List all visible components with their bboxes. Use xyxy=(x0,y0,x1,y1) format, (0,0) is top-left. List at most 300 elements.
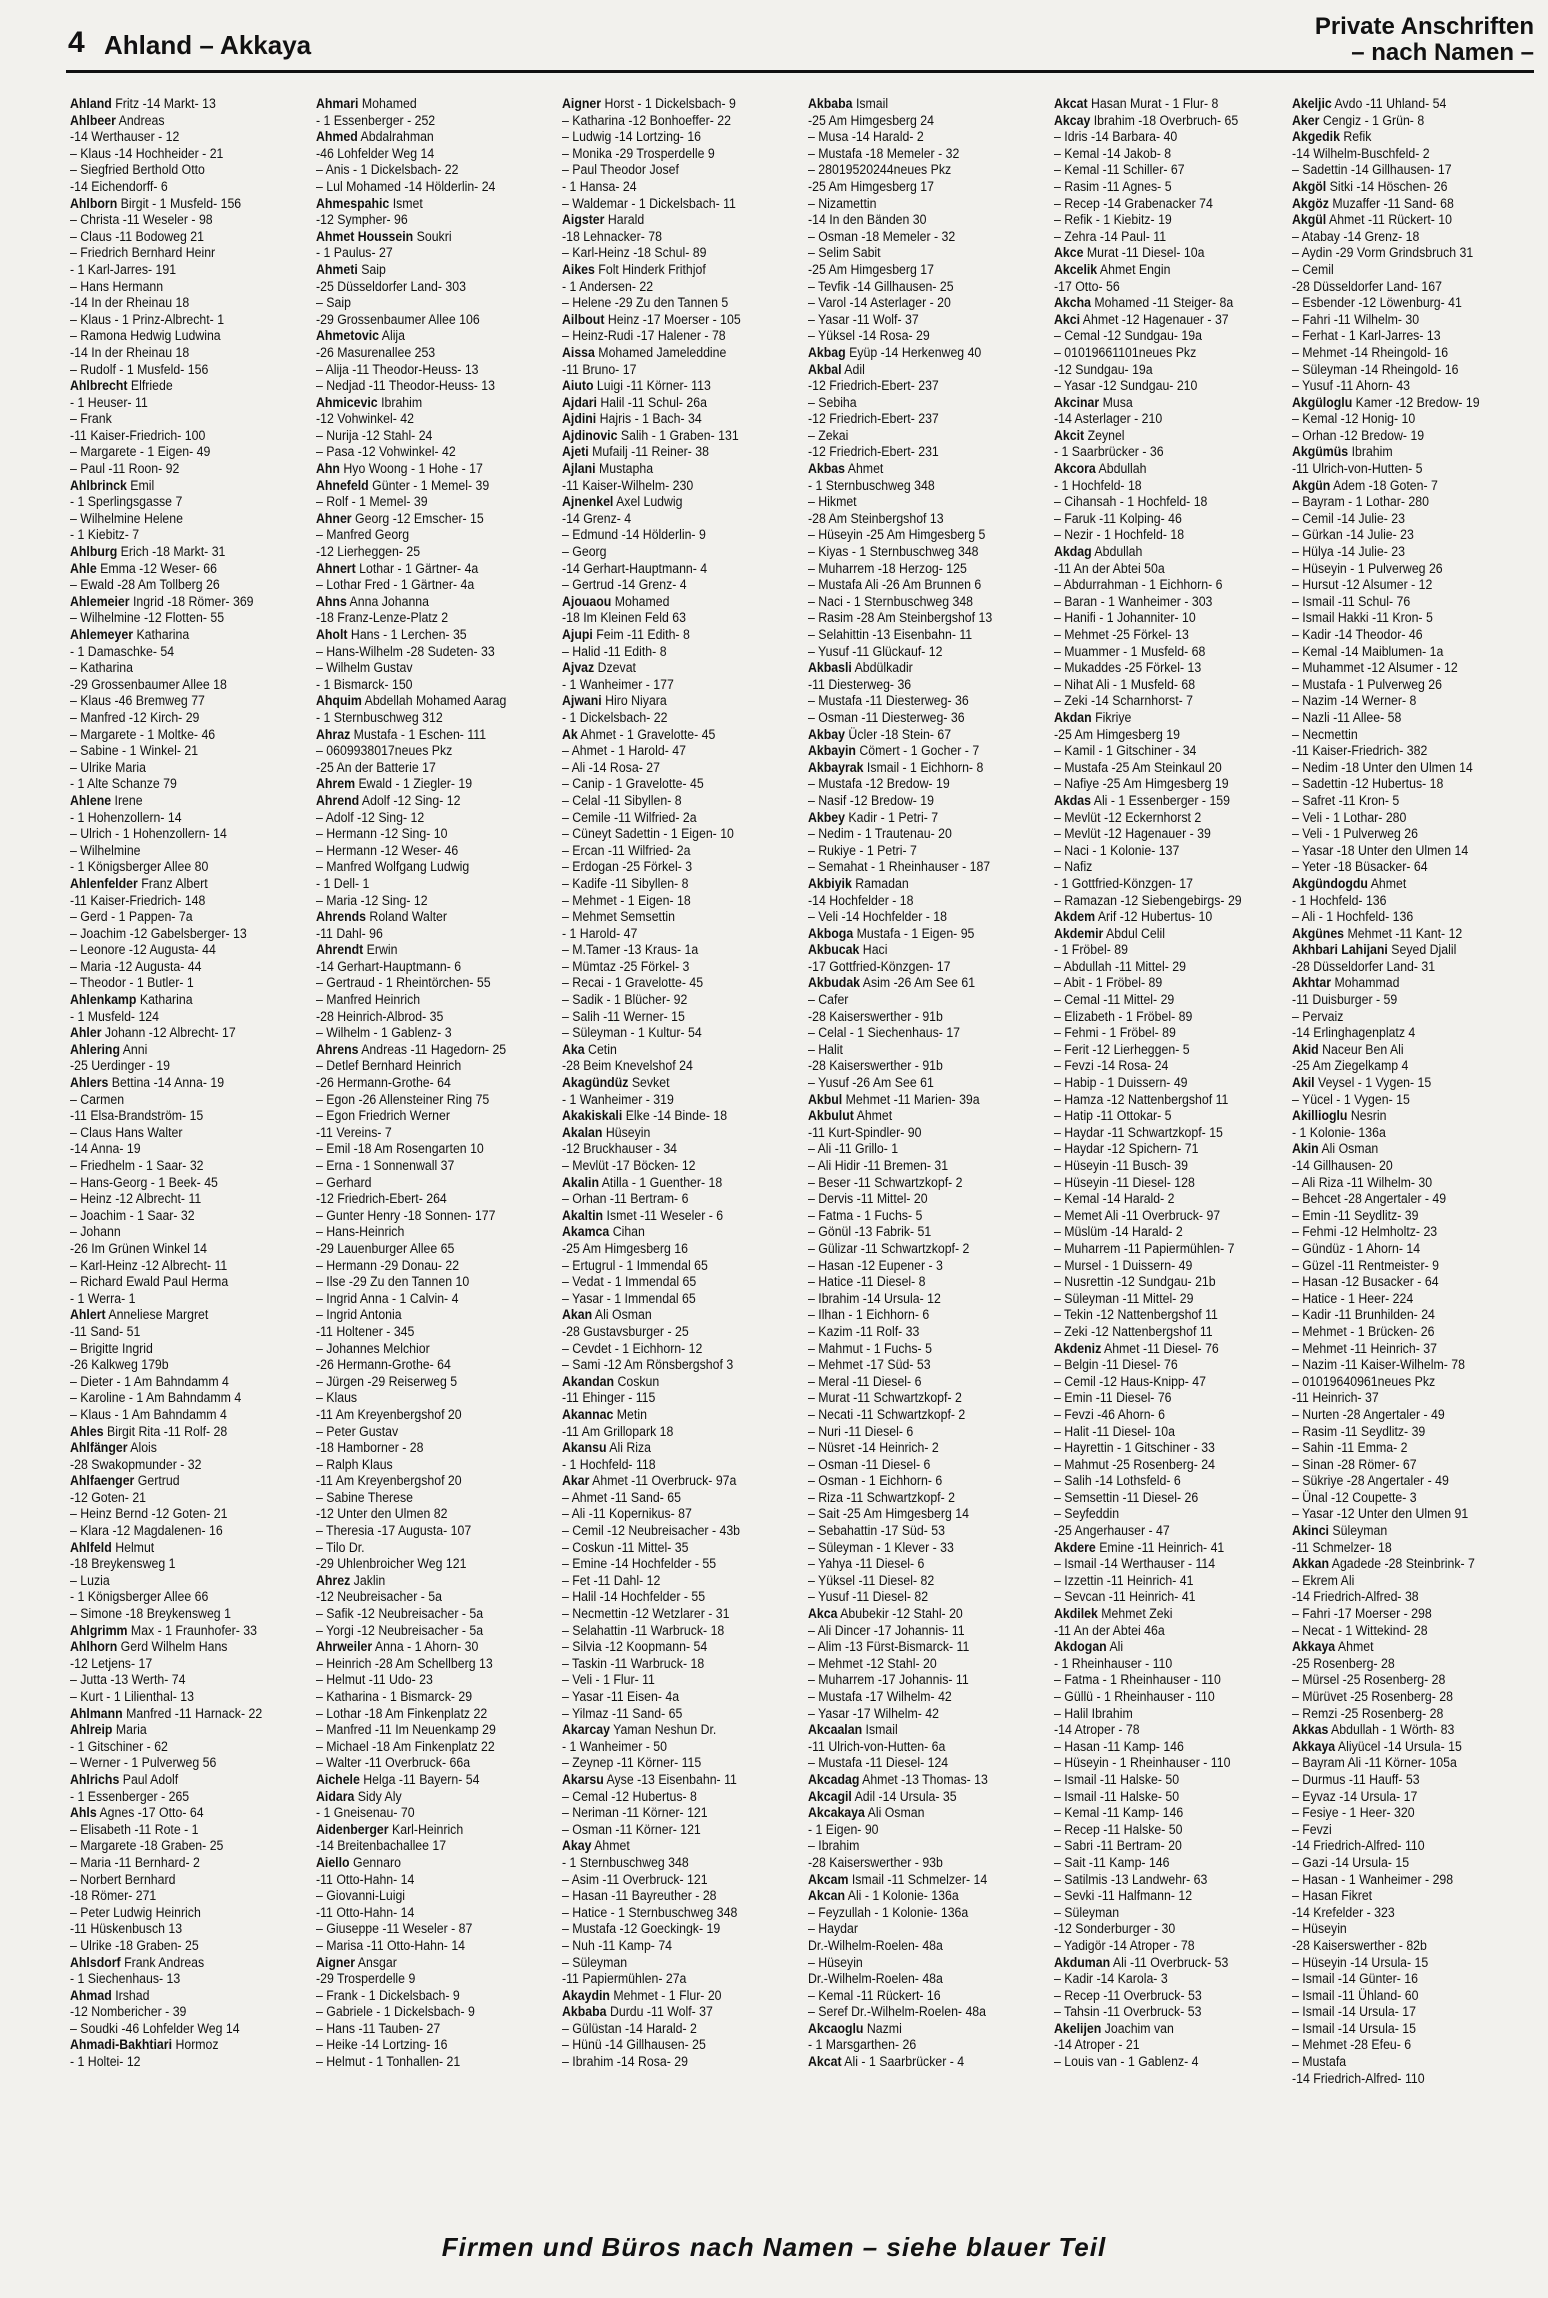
entry-text: - 1 Wanheimer - 319 xyxy=(562,1091,674,1107)
entry-text: – Hasan -11 Kamp- 146 xyxy=(1054,1738,1184,1754)
entry-text: – Süleyman xyxy=(1054,1904,1120,1920)
entry-text: Ibrahim xyxy=(381,394,423,410)
entry-text: -25 Am Himgesberg 17 xyxy=(808,261,934,277)
directory-entry xyxy=(808,544,1029,561)
entry-text: – Yusuf -11 Diesel- 82 xyxy=(808,1589,929,1605)
entry-text: – Salih -11 Werner- 15 xyxy=(562,1008,685,1024)
directory-entry xyxy=(1292,577,1513,594)
directory-entry xyxy=(808,909,1029,926)
page-number: 4 xyxy=(68,26,85,59)
directory-entry xyxy=(316,1075,537,1092)
entry-text: – Tahsin -11 Overbruck- 53 xyxy=(1054,2004,1202,2020)
entry-text: – Salih -14 Lothsfeld- 6 xyxy=(1054,1473,1181,1489)
entry-text: - 1 Essenberger - 252 xyxy=(316,112,436,128)
directory-entry xyxy=(1054,1772,1275,1789)
entry-text: -26 Hermann-Grothe- 64 xyxy=(316,1357,451,1373)
directory-entry xyxy=(562,262,783,279)
entry-text: -14 Atroper - 21 xyxy=(1054,2037,1140,2053)
directory-entry xyxy=(1054,1075,1275,1092)
entry-surname: Ahlfaenger xyxy=(70,1473,135,1489)
directory-entry xyxy=(1292,826,1513,843)
entry-text: – Ahmet -11 Sand- 65 xyxy=(562,1489,681,1505)
entry-text: – Hatice - 1 Sternbuschweg 348 xyxy=(562,1904,738,1920)
directory-entry xyxy=(562,1822,783,1839)
entry-surname: Akansu xyxy=(562,1440,607,1456)
directory-entry xyxy=(562,1805,783,1822)
directory-entry xyxy=(1292,793,1513,810)
entry-text: – Muhammet -12 Alsumer - 12 xyxy=(1292,660,1458,676)
entry-surname: Akdeniz xyxy=(1054,1340,1102,1356)
directory-entry xyxy=(70,1523,291,1540)
directory-entry xyxy=(316,727,537,744)
directory-entry xyxy=(316,776,537,793)
entry-text: – Manfred Wolfgang Ludwig xyxy=(316,859,470,875)
directory-columns xyxy=(70,96,1546,2216)
directory-entry xyxy=(1292,1606,1513,1623)
directory-entry xyxy=(1292,129,1513,146)
entry-text: – Heinz-Rudi -17 Halener - 78 xyxy=(562,328,726,344)
entry-text: – Kemal -14 Maiblumen- 1a xyxy=(1292,643,1444,659)
entry-text: – Nazim -11 Kaiser-Wilhelm- 78 xyxy=(1292,1357,1465,1373)
entry-text: -12 Sundgau- 19a xyxy=(1054,361,1153,377)
entry-text: -28 Düsseldorfer Land- 167 xyxy=(1292,278,1442,294)
entry-text: – Sait -11 Kamp- 146 xyxy=(1054,1854,1170,1870)
directory-entry xyxy=(808,1789,1029,1806)
entry-text: Refik xyxy=(1343,129,1372,145)
directory-entry xyxy=(1292,1838,1513,1855)
entry-text: Ahmet Engin xyxy=(1099,261,1171,277)
entry-surname: Akbul xyxy=(808,1091,843,1107)
directory-entry xyxy=(1292,677,1513,694)
directory-entry xyxy=(808,345,1029,362)
directory-entry xyxy=(562,1274,783,1291)
entry-text: – Manfred Heinrich xyxy=(316,992,421,1008)
directory-entry xyxy=(562,179,783,196)
directory-entry xyxy=(1292,444,1513,461)
entry-text: - 1 Bismarck- 150 xyxy=(316,676,413,692)
entry-surname: Akcan xyxy=(808,1888,845,1904)
entry-text: Hiro Niyara xyxy=(605,693,667,709)
directory-entry xyxy=(1292,1523,1513,1540)
directory-entry xyxy=(1054,1739,1275,1756)
entry-text: – Cihansah - 1 Hochfeld- 18 xyxy=(1054,494,1208,510)
entry-text: -14 Asterlager - 210 xyxy=(1054,411,1163,427)
entry-surname: Aikes xyxy=(562,261,595,277)
directory-entry xyxy=(562,1042,783,1059)
entry-text: Anni xyxy=(122,1041,148,1057)
directory-entry xyxy=(1292,1872,1513,1889)
entry-text: Ahmet - 1 Gravelotte- 45 xyxy=(580,726,716,742)
entry-text: -11 Ulrich-von-Hutten- 5 xyxy=(1292,461,1423,477)
directory-entry xyxy=(316,461,537,478)
directory-entry xyxy=(808,1772,1029,1789)
entry-text: – Gertrud -14 Grenz- 4 xyxy=(562,577,687,593)
entry-text: - 1 Hansa- 24 xyxy=(562,178,637,194)
entry-text: Erich -18 Markt- 31 xyxy=(120,544,226,560)
entry-text: – Süleyman - 1 Kultur- 54 xyxy=(562,1025,702,1041)
directory-entry xyxy=(316,743,537,760)
directory-entry xyxy=(1292,1324,1513,1341)
entry-text: Ali - 1 Essenberger - 159 xyxy=(1093,792,1231,808)
directory-entry xyxy=(70,610,291,627)
directory-entry xyxy=(316,1656,537,1673)
directory-entry xyxy=(1054,1573,1275,1590)
directory-entry xyxy=(316,1772,537,1789)
directory-entry xyxy=(1054,1888,1275,1905)
directory-entry xyxy=(1292,1490,1513,1507)
entry-surname: Akcora xyxy=(1054,461,1096,477)
directory-entry xyxy=(562,577,783,594)
entry-text: – Manfred -12 Kirch- 29 xyxy=(70,709,200,725)
entry-text: – Yasar -17 Wilhelm- 42 xyxy=(808,1705,940,1721)
directory-entry xyxy=(1292,1158,1513,1175)
entry-surname: Aker xyxy=(1292,112,1320,128)
entry-text: Naceur Ben Ali xyxy=(1322,1041,1404,1057)
entry-text: -25 Am Himgesberg 24 xyxy=(808,112,934,128)
entry-text: – Ismail -14 Ursula- 15 xyxy=(1292,2020,1416,2036)
section-title xyxy=(1315,14,1534,66)
entry-text: Mustafa - 1 Eigen- 95 xyxy=(856,925,975,941)
directory-entry xyxy=(1292,893,1513,910)
directory-entry xyxy=(70,1440,291,1457)
entry-text: – Süleyman -11 Mittel- 29 xyxy=(1054,1290,1194,1306)
directory-entry xyxy=(1292,1224,1513,1241)
directory-entry xyxy=(562,1921,783,1938)
entry-text: – Yücel - 1 Vygen- 15 xyxy=(1292,1091,1410,1107)
entry-text: – Halil Ibrahim xyxy=(1054,1705,1133,1721)
directory-entry xyxy=(562,362,783,379)
entry-text: – Neriman -11 Körner- 121 xyxy=(562,1805,708,1821)
entry-surname: Ajupi xyxy=(562,627,593,642)
directory-entry xyxy=(808,1971,1029,1988)
entry-text: – Anis - 1 Dickelsbach- 22 xyxy=(316,162,459,178)
directory-entry xyxy=(316,279,537,296)
directory-entry xyxy=(808,1955,1029,1972)
entry-text: – Jutta -13 Werth- 74 xyxy=(70,1672,186,1688)
entry-text: – Gunter Henry -18 Sonnen- 177 xyxy=(316,1207,496,1223)
entry-text: Seyed Djalil xyxy=(1391,942,1457,958)
directory-entry xyxy=(70,1955,291,1972)
entry-surname: Akdag xyxy=(1054,544,1092,560)
entry-text: Kamer -12 Bredow- 19 xyxy=(1355,394,1480,410)
entry-text: – Nüsret -14 Heinrich- 2 xyxy=(808,1440,939,1456)
entry-text: - 1 Essenberger - 265 xyxy=(70,1788,190,1804)
entry-text: Georg -12 Emscher- 15 xyxy=(355,510,484,526)
directory-entry xyxy=(808,975,1029,992)
entry-text: – Fevzi xyxy=(1292,1821,1332,1837)
entry-text: - 1 Marsgarthen- 26 xyxy=(808,2037,917,2053)
entry-text: – Ismail Hakki -11 Kron- 5 xyxy=(1292,610,1433,626)
directory-entry xyxy=(316,146,537,163)
directory-entry xyxy=(70,1241,291,1258)
entry-surname: Akgöz xyxy=(1292,195,1329,211)
entry-text: - 1 Kiebitz- 7 xyxy=(70,527,140,543)
entry-text: – Giovanni-Luigi xyxy=(316,1888,406,1904)
directory-entry xyxy=(562,776,783,793)
directory-entry xyxy=(1292,710,1513,727)
entry-text: – Fet -11 Dahl- 12 xyxy=(562,1572,661,1588)
entry-surname: Aigster xyxy=(562,212,605,228)
directory-entry xyxy=(316,1407,537,1424)
entry-text: -14 Gillhausen- 20 xyxy=(1292,1158,1393,1173)
directory-entry xyxy=(562,328,783,345)
entry-surname: Ahlene xyxy=(70,792,112,808)
entry-text: – Refik - 1 Kiebitz- 19 xyxy=(1054,212,1172,228)
directory-entry xyxy=(808,810,1029,827)
entry-text: Ismet -11 Weseler - 6 xyxy=(606,1207,724,1223)
directory-entry xyxy=(808,1506,1029,1523)
entry-surname: Ahmeti xyxy=(316,261,358,277)
entry-text: – Ahmet - 1 Harold- 47 xyxy=(562,743,686,759)
directory-entry xyxy=(808,1258,1029,1275)
directory-entry xyxy=(808,727,1029,744)
entry-surname: Akin xyxy=(1292,1141,1319,1157)
entry-text: - 1 Kolonie- 136a xyxy=(1292,1124,1386,1140)
directory-entry xyxy=(1054,660,1275,677)
entry-text: Hasan Murat - 1 Flur- 8 xyxy=(1091,96,1219,111)
directory-entry xyxy=(70,1125,291,1142)
entry-text: Ali -11 Overbruck- 53 xyxy=(1112,1954,1229,1970)
entry-surname: Ahlrichs xyxy=(70,1771,120,1787)
entry-text: – Hüseyin - 1 Rheinhauser - 110 xyxy=(1054,1755,1231,1771)
directory-entry xyxy=(70,1424,291,1441)
entry-text: -25 Uerdinger - 19 xyxy=(70,1058,170,1074)
entry-text: – Sabine - 1 Winkel- 21 xyxy=(70,743,199,759)
entry-text: Mohamed Jameleddine xyxy=(598,344,727,360)
directory-entry xyxy=(1054,295,1275,312)
directory-entry xyxy=(808,1407,1029,1424)
entry-text: – Süleyman - 1 Klever - 33 xyxy=(808,1539,954,1555)
entry-text: -14 Gerhart-Hauptmann- 4 xyxy=(562,560,708,576)
entry-text: – Louis van - 1 Gablenz- 4 xyxy=(1054,2054,1199,2070)
directory-entry xyxy=(1292,1971,1513,1988)
entry-text: - 1 Fröbel- 89 xyxy=(1054,942,1128,958)
entry-text: – Hatip -11 Ottokar- 5 xyxy=(1054,1108,1172,1124)
entry-text: Cömert - 1 Gocher - 7 xyxy=(859,743,980,759)
directory-entry xyxy=(1292,113,1513,130)
entry-text: – Kurt - 1 Lilienthal- 13 xyxy=(70,1689,194,1704)
entry-text: - 1 Sternbuschweg 348 xyxy=(808,477,935,493)
directory-entry xyxy=(316,909,537,926)
directory-entry xyxy=(70,1672,291,1689)
directory-entry xyxy=(562,1175,783,1192)
entry-text: -25 Am Himgesberg 17 xyxy=(808,178,934,194)
entry-text: Ahmet -11 Overbruck- 97a xyxy=(592,1473,737,1489)
entry-text: - 1 Harold- 47 xyxy=(562,925,638,941)
directory-entry xyxy=(808,1540,1029,1557)
directory-entry xyxy=(70,1606,291,1623)
entry-surname: Ahlenkamp xyxy=(70,992,137,1008)
entry-text: – Helmut -11 Udo- 23 xyxy=(316,1672,433,1688)
directory-entry xyxy=(808,1838,1029,1855)
entry-text: Luigi -11 Körner- 113 xyxy=(596,378,711,394)
directory-entry xyxy=(1292,1805,1513,1822)
entry-text: Gerd Wilhelm Hans xyxy=(120,1639,228,1655)
entry-text: – Karl-Heinz -18 Schul- 89 xyxy=(562,245,707,261)
entry-text: – Necati -11 Schwartzkopf- 2 xyxy=(808,1406,966,1422)
directory-entry xyxy=(70,2021,291,2038)
entry-text: – Nedjad -11 Theodor-Heuss- 13 xyxy=(316,378,495,394)
directory-entry xyxy=(70,312,291,329)
directory-entry xyxy=(1054,743,1275,760)
entry-text: – Izzettin -11 Heinrich- 41 xyxy=(1054,1572,1194,1588)
entry-text: Axel Ludwig xyxy=(616,494,683,510)
entry-text: Sidy Aly xyxy=(357,1788,402,1804)
entry-surname: Ahrens xyxy=(316,1041,359,1057)
entry-text: Mustafa - 1 Eschen- 111 xyxy=(353,726,487,742)
entry-text: – Satilmis -13 Landwehr- 63 xyxy=(1054,1871,1208,1887)
entry-text: Muzaffer -11 Sand- 68 xyxy=(1332,195,1454,211)
entry-text: – Dieter - 1 Am Bahndamm 4 xyxy=(70,1373,229,1389)
entry-text: -12 Sonderburger - 30 xyxy=(1054,1921,1176,1937)
directory-entry xyxy=(808,660,1029,677)
directory-entry xyxy=(316,129,537,146)
entry-surname: Ahlburg xyxy=(70,544,118,560)
entry-text: – Karl-Heinz -12 Albrecht- 11 xyxy=(70,1257,228,1273)
entry-text: -11 Ehinger - 115 xyxy=(562,1390,656,1406)
directory-entry xyxy=(1054,461,1275,478)
entry-text: – Remzi -25 Rosenberg- 28 xyxy=(1292,1705,1444,1721)
directory-entry xyxy=(562,1473,783,1490)
directory-entry xyxy=(1292,428,1513,445)
directory-entry xyxy=(316,262,537,279)
entry-text: -11 Dahl- 96 xyxy=(316,925,383,941)
entry-text: Joachim van xyxy=(1104,2020,1174,2036)
directory-entry xyxy=(1292,1672,1513,1689)
directory-entry xyxy=(70,1009,291,1026)
directory-entry xyxy=(808,461,1029,478)
entry-text: - 1 Hochfeld- 18 xyxy=(1054,477,1142,493)
directory-entry xyxy=(70,1822,291,1839)
directory-entry xyxy=(808,328,1029,345)
entry-surname: Akdem xyxy=(1054,909,1096,925)
directory-entry xyxy=(808,1589,1029,1606)
directory-entry xyxy=(1292,146,1513,163)
directory-entry xyxy=(562,727,783,744)
entry-text: Adil -14 Ursula- 35 xyxy=(854,1788,957,1804)
entry-text: Ismail xyxy=(865,1722,898,1738)
directory-entry xyxy=(1292,478,1513,495)
directory-entry xyxy=(1054,444,1275,461)
directory-entry xyxy=(808,942,1029,959)
entry-text: – Eyvaz -14 Ursula- 17 xyxy=(1292,1788,1418,1804)
directory-entry xyxy=(808,1473,1029,1490)
entry-text: -11 Duisburger - 59 xyxy=(1292,992,1398,1008)
entry-surname: Ahlenfelder xyxy=(70,875,138,891)
entry-text: – Brigitte Ingrid xyxy=(70,1340,153,1356)
directory-entry xyxy=(562,129,783,146)
directory-entry xyxy=(562,1224,783,1241)
directory-column-1 xyxy=(70,96,291,2216)
directory-entry xyxy=(1054,162,1275,179)
entry-text: Atilla - 1 Guenther- 18 xyxy=(601,1174,723,1190)
directory-entry xyxy=(1054,279,1275,296)
entry-surname: Aka xyxy=(562,1041,585,1057)
directory-entry xyxy=(316,876,537,893)
entry-text: – Mehmet -28 Efeu- 6 xyxy=(1292,2037,1412,2053)
entry-text: Alija xyxy=(381,328,406,344)
directory-entry xyxy=(70,1374,291,1391)
entry-text: Ansgar xyxy=(357,1954,397,1970)
entry-text: -14 In der Rheinau 18 xyxy=(70,344,190,360)
entry-text: – Tekin -12 Nattenbergshof 11 xyxy=(1054,1307,1218,1323)
directory-entry xyxy=(1292,2021,1513,2038)
entry-text: -12 Unter den Ulmen 82 xyxy=(316,1506,448,1522)
entry-text: – Sükriye -28 Angertaler - 49 xyxy=(1292,1473,1449,1489)
directory-entry xyxy=(1054,1789,1275,1806)
directory-entry xyxy=(1054,1490,1275,1507)
entry-text: Zeynel xyxy=(1087,427,1125,443)
entry-surname: Ahler xyxy=(70,1025,102,1041)
directory-entry xyxy=(562,1722,783,1739)
entry-surname: Ahlbeer xyxy=(70,112,116,128)
entry-text: Horst - 1 Dickelsbach- 9 xyxy=(604,96,736,111)
entry-text: – Frank xyxy=(70,411,112,427)
entry-text: – Monika -29 Trosperdelle 9 xyxy=(562,145,715,161)
entry-surname: Aiello xyxy=(316,1854,350,1870)
entry-text: Hajris - 1 Bach- 34 xyxy=(599,411,702,427)
entry-text: – Halit xyxy=(808,1041,843,1057)
entry-text: Ismail - 1 Eichhorn- 8 xyxy=(866,759,984,775)
entry-text: Ahmet xyxy=(594,1838,630,1854)
directory-entry xyxy=(808,1689,1029,1706)
entry-surname: Akgümüs xyxy=(1292,444,1349,460)
directory-entry xyxy=(70,212,291,229)
directory-entry xyxy=(70,245,291,262)
directory-entry xyxy=(1054,1506,1275,1523)
directory-entry xyxy=(562,959,783,976)
directory-entry xyxy=(562,527,783,544)
entry-text: -14 Friedrich-Alfred- 38 xyxy=(1292,1589,1419,1605)
directory-entry xyxy=(316,1523,537,1540)
entry-surname: Akcam xyxy=(808,1871,849,1887)
directory-entry xyxy=(808,1009,1029,1026)
entry-text: – Cemil xyxy=(1292,261,1334,277)
entry-text: -29 Trosperdelle 9 xyxy=(316,1971,416,1987)
entry-text: -11 Kurt-Spindler- 90 xyxy=(808,1124,922,1140)
entry-text: – Paul -11 Roon- 92 xyxy=(70,461,180,477)
directory-entry xyxy=(562,1258,783,1275)
entry-text: – Saip xyxy=(316,295,351,311)
directory-entry xyxy=(562,1589,783,1606)
entry-text: – Cevdet - 1 Eichhorn- 12 xyxy=(562,1340,703,1356)
entry-text: -25 Am Himgesberg 16 xyxy=(562,1240,688,1256)
directory-entry xyxy=(1292,1955,1513,1972)
entry-text: -11 Holtener - 345 xyxy=(316,1323,415,1339)
directory-entry xyxy=(1054,527,1275,544)
directory-entry xyxy=(808,113,1029,130)
directory-entry xyxy=(70,478,291,495)
directory-entry xyxy=(1292,1125,1513,1142)
directory-entry xyxy=(70,1905,291,1922)
entry-text: Mohamed -11 Steiger- 8a xyxy=(1094,295,1234,311)
entry-text: – Ferit -12 Lierheggen- 5 xyxy=(1054,1041,1190,1057)
entry-text: – Varol -14 Asterlager - 20 xyxy=(808,295,951,311)
entry-text: – Canip - 1 Gravelotte- 45 xyxy=(562,776,704,792)
entry-text: Hans - 1 Lerchen- 35 xyxy=(350,627,467,642)
directory-entry xyxy=(1292,312,1513,329)
directory-entry xyxy=(316,660,537,677)
entry-text: Mohammad xyxy=(1334,975,1400,991)
directory-entry xyxy=(316,1158,537,1175)
directory-entry xyxy=(1292,1307,1513,1324)
directory-entry xyxy=(1292,544,1513,561)
entry-text: Katharina xyxy=(136,627,190,642)
directory-entry xyxy=(562,826,783,843)
directory-entry xyxy=(808,843,1029,860)
entry-text: – Selahattin -11 Warbruck- 18 xyxy=(562,1622,725,1638)
directory-entry xyxy=(562,1772,783,1789)
